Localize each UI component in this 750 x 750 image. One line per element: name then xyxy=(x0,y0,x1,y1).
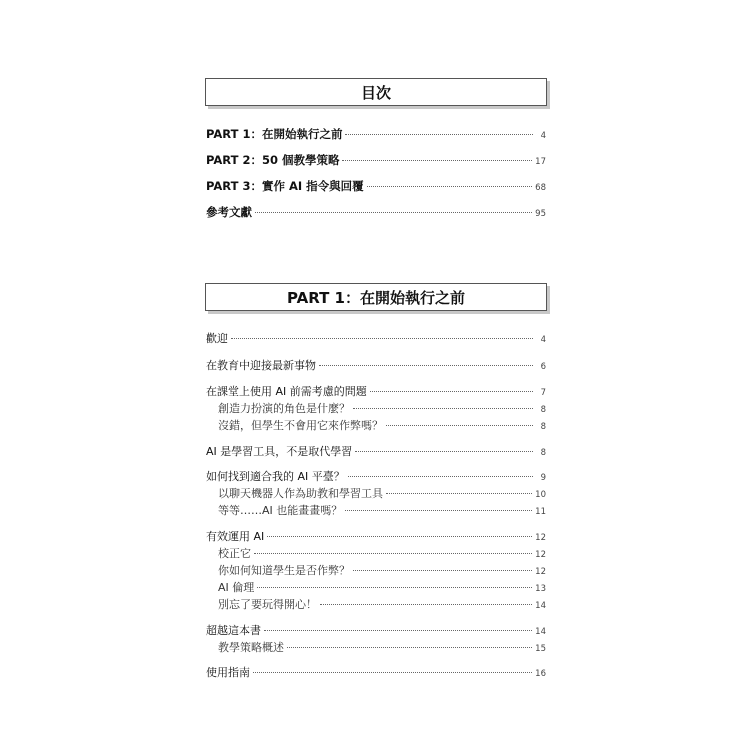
entry-page: 16 xyxy=(535,669,546,679)
entry-page: 17 xyxy=(535,157,546,167)
part1-subentry[interactable] xyxy=(206,400,546,418)
dot-leader xyxy=(345,510,532,511)
dot-leader xyxy=(320,604,532,605)
entry-label: 沒錯，但學生不會用它來作弊嗎？ xyxy=(218,419,383,432)
entry-page: 12 xyxy=(535,567,546,577)
entry-page: 68 xyxy=(535,183,546,193)
entry-label: 歡迎 xyxy=(206,332,228,345)
dot-leader xyxy=(345,134,533,135)
dot-leader xyxy=(348,476,533,477)
contents-heading-text: 目次 xyxy=(360,83,391,102)
part1-entry[interactable] xyxy=(206,664,546,682)
entry-page: 4 xyxy=(540,131,546,141)
part1-entry[interactable] xyxy=(206,443,546,461)
entry-label: 你如何知道學生是否作弊？ xyxy=(218,564,350,577)
dot-leader xyxy=(386,493,532,494)
entry-page: 6 xyxy=(540,362,546,372)
part1-subentry[interactable] xyxy=(206,596,546,614)
part1-entry[interactable] xyxy=(206,383,546,401)
entry-label: 等等……AI 也能畫畫嗎？ xyxy=(218,504,343,517)
dot-leader xyxy=(355,451,533,452)
entry-page: 13 xyxy=(535,584,546,594)
entry-page: 95 xyxy=(535,209,546,219)
entry-page: 7 xyxy=(540,388,546,398)
dot-leader xyxy=(231,338,533,339)
entry-page: 12 xyxy=(535,533,546,543)
entry-label: 校正它 xyxy=(218,547,251,560)
dot-leader xyxy=(370,391,533,392)
contents-entry[interactable] xyxy=(206,204,546,222)
part1-heading xyxy=(205,283,547,311)
entry-label: 超越這本書 xyxy=(206,624,261,637)
part1-subentry[interactable] xyxy=(206,485,546,503)
entry-page: 10 xyxy=(535,490,546,500)
part1-subentry[interactable] xyxy=(206,502,546,520)
entry-page: 4 xyxy=(540,335,546,345)
entry-label: 創造力扮演的角色是什麼？ xyxy=(218,402,350,415)
entry-label: AI 倫理 xyxy=(218,581,255,594)
entry-label: AI 是學習工具，不是取代學習 xyxy=(206,445,353,458)
entry-label: 如何找到適合我的 AI 平臺？ xyxy=(206,470,345,483)
entry-page: 8 xyxy=(540,422,546,432)
entry-page: 9 xyxy=(540,473,546,483)
contents-entry[interactable] xyxy=(206,126,546,144)
entry-label: 別忘了要玩得開心！ xyxy=(218,598,317,611)
dot-leader xyxy=(353,408,533,409)
entry-label: 在教育中迎接最新事物 xyxy=(206,359,316,372)
part1-entry[interactable] xyxy=(206,468,546,486)
dot-leader xyxy=(257,587,532,588)
entry-page: 8 xyxy=(540,405,546,415)
contents-heading xyxy=(205,78,547,106)
dot-leader xyxy=(264,630,532,631)
part1-subentry[interactable] xyxy=(206,545,546,563)
dot-leader xyxy=(267,536,532,537)
part1-entry[interactable] xyxy=(206,330,546,348)
entry-page: 14 xyxy=(535,601,546,611)
contents-entry[interactable] xyxy=(206,178,546,196)
dot-leader xyxy=(254,553,532,554)
part1-subentry[interactable] xyxy=(206,562,546,580)
entry-label: PART 3：實作 AI 指令與回覆 xyxy=(206,179,364,193)
entry-page: 14 xyxy=(535,627,546,637)
entry-page: 15 xyxy=(535,644,546,654)
entry-page: 11 xyxy=(535,507,546,517)
entry-label: 參考文獻 xyxy=(206,205,252,219)
entry-label: 有效運用 AI xyxy=(206,530,265,543)
contents-entry[interactable] xyxy=(206,152,546,170)
dot-leader xyxy=(367,186,533,187)
entry-page: 12 xyxy=(535,550,546,560)
dot-leader xyxy=(353,570,532,571)
part1-subentry[interactable] xyxy=(206,639,546,657)
dot-leader xyxy=(253,672,532,673)
dot-leader xyxy=(386,425,533,426)
entry-label: 教學策略概述 xyxy=(218,641,284,654)
dot-leader xyxy=(342,160,532,161)
dot-leader xyxy=(287,647,532,648)
entry-label: 使用指南 xyxy=(206,666,250,679)
entry-page: 8 xyxy=(540,448,546,458)
part1-entry[interactable] xyxy=(206,528,546,546)
entry-label: PART 1：在開始執行之前 xyxy=(206,127,343,141)
dot-leader xyxy=(255,212,532,213)
dot-leader xyxy=(319,365,533,366)
part1-heading-text: PART 1：在開始執行之前 xyxy=(287,288,465,307)
part1-entry[interactable] xyxy=(206,357,546,375)
part1-entry[interactable] xyxy=(206,622,546,640)
part1-subentry[interactable] xyxy=(206,579,546,597)
part1-subentry[interactable] xyxy=(206,417,546,435)
entry-label: PART 2：50 個教學策略 xyxy=(206,153,340,167)
entry-label: 以聊天機器人作為助教和學習工具 xyxy=(218,487,383,500)
entry-label: 在課堂上使用 AI 前需考慮的問題 xyxy=(206,385,367,398)
